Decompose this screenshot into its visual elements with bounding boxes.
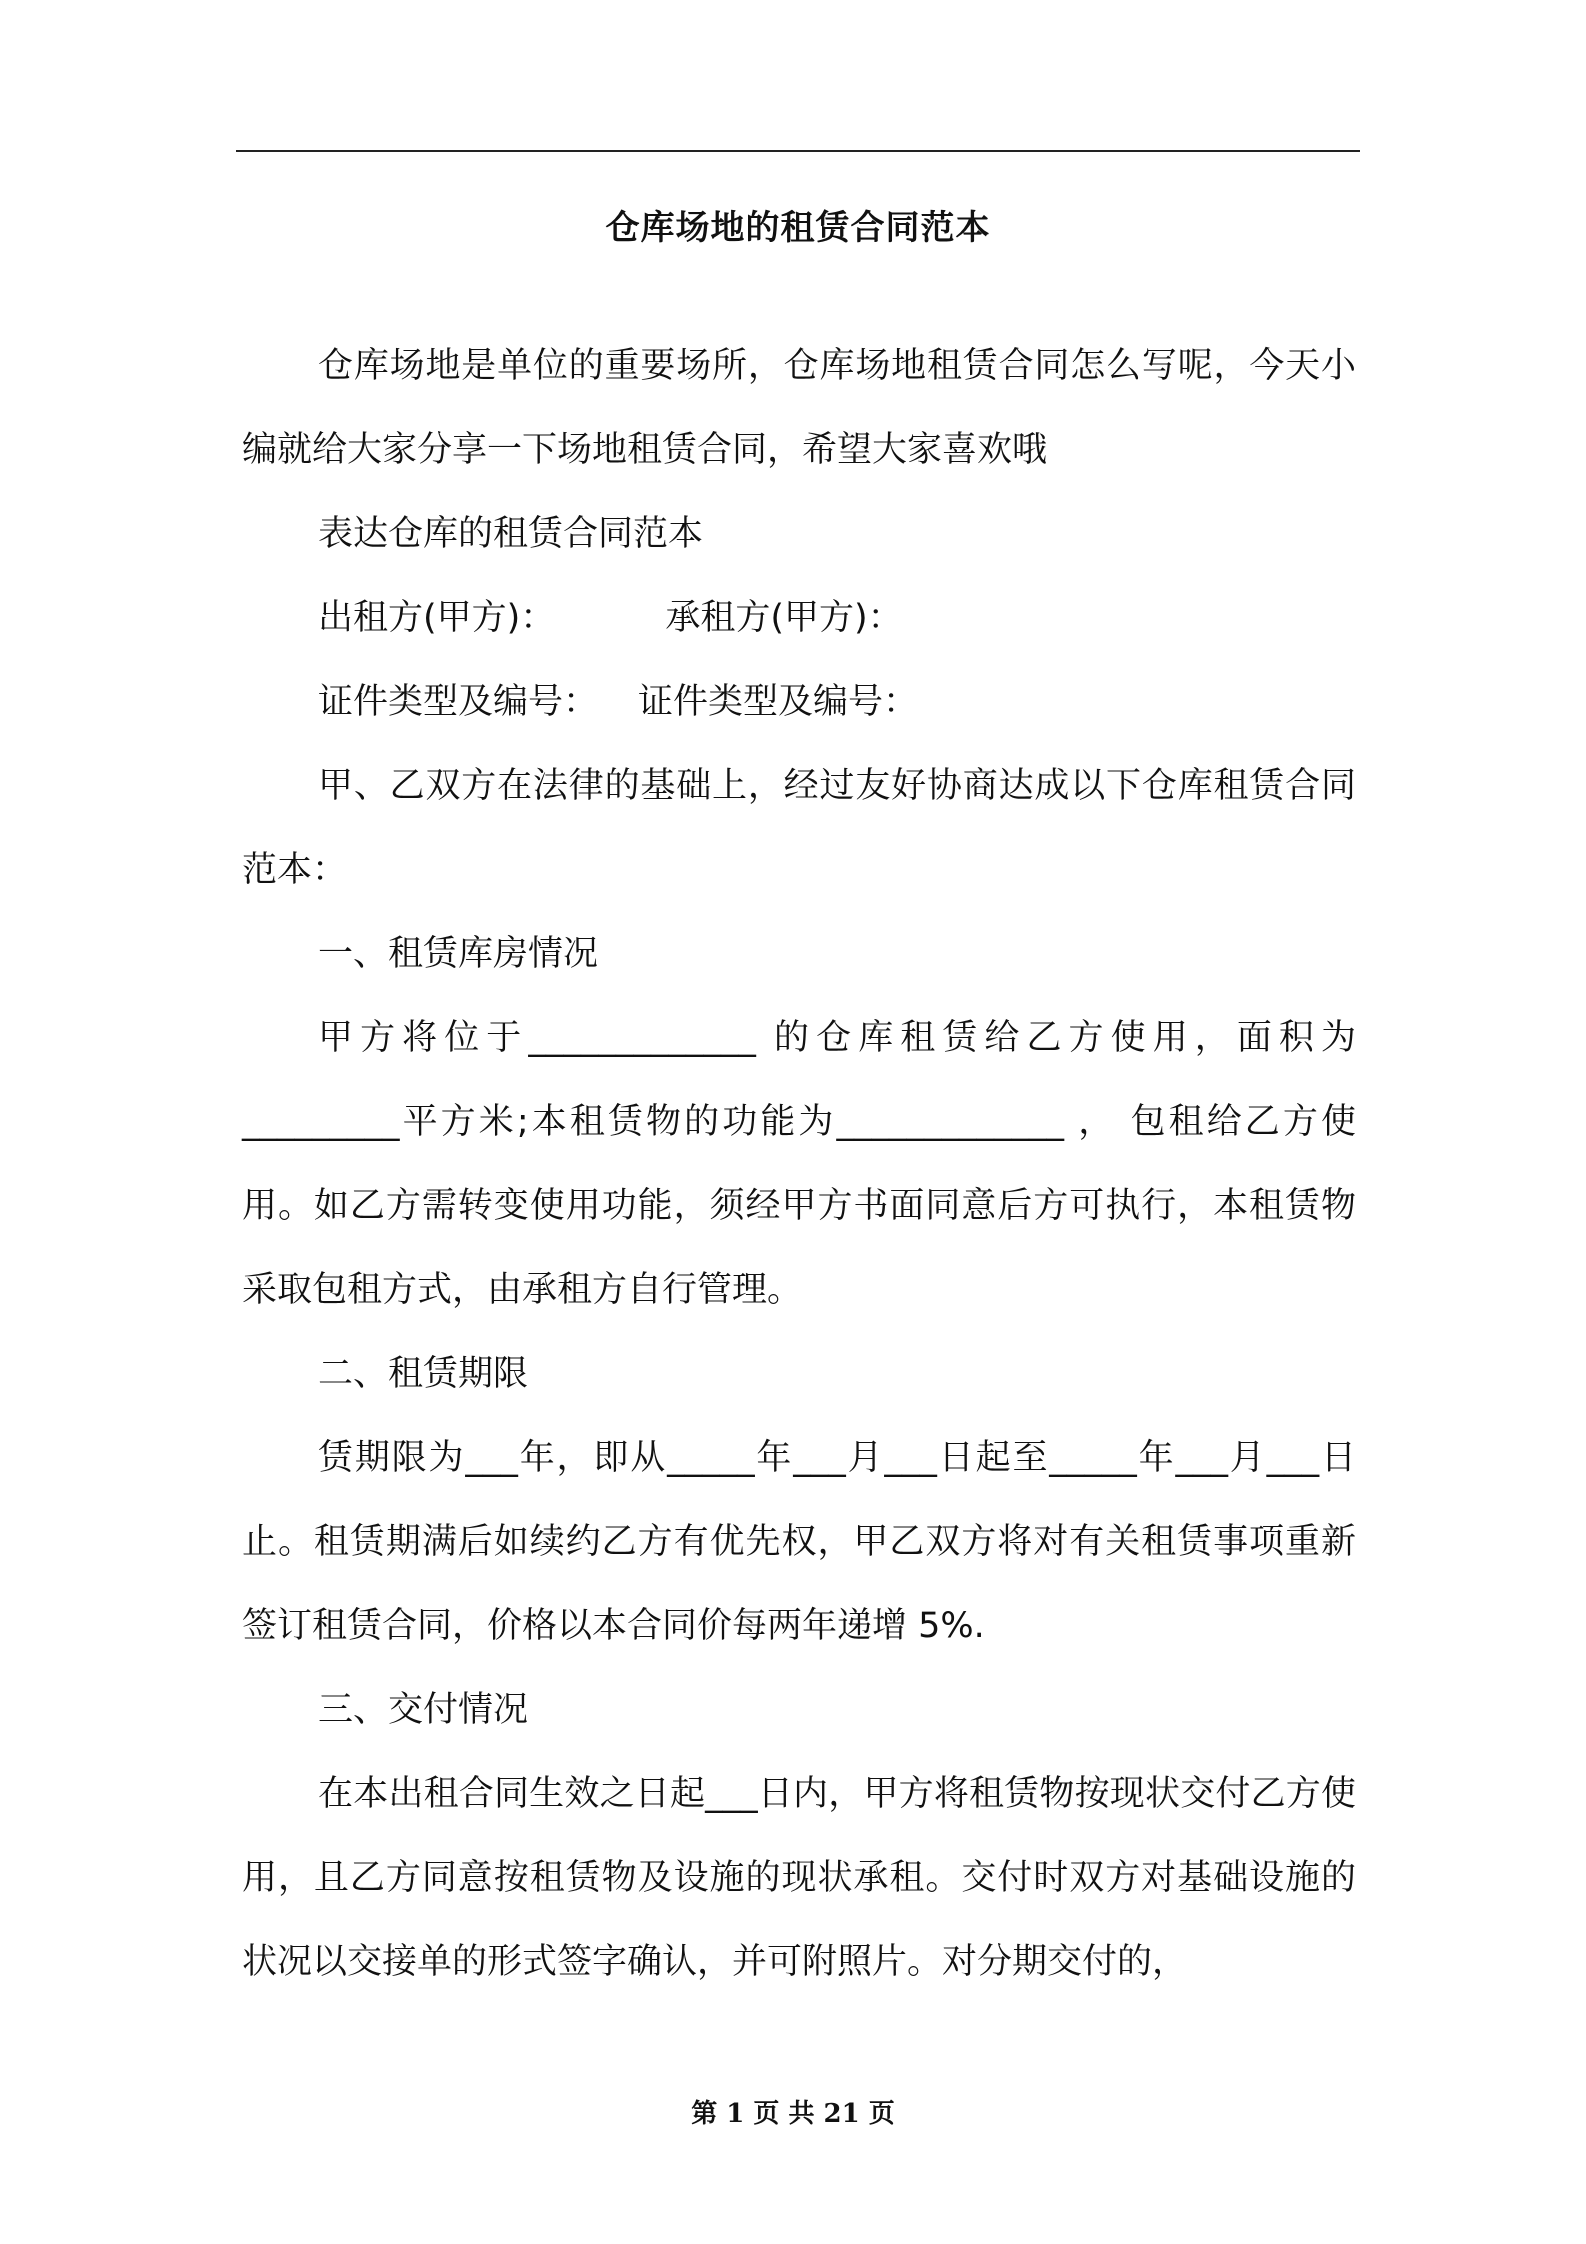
section-2-heading: 二、租赁期限	[318, 1354, 529, 1394]
page-indicator: 第 1 页 共 21 页	[691, 2099, 895, 2129]
section-3-body: 在本出租合同生效之日起___日内，甲方将租赁物按现状交付乙方使用，且乙方同意按租赁物及设施的现状承租。交付时双方对基础设施的状况以交接单的形式签字确认，并可附照片。对分期交付的，	[242, 1774, 1356, 1982]
section-1-body: 甲方将位于_____________ 的仓库租赁给乙方使用，面积为_________平方米;本租赁物的功能为_____________ ， 包租给乙方使用。如乙方需转变使用功能，须经甲方书面同意后方可执行，本租赁物采取包租方式，由承租方自行管理。	[242, 1018, 1356, 1310]
id-line	[242, 660, 1356, 744]
section-3-heading: 三、交付情况	[318, 1690, 529, 1730]
header-rule	[236, 150, 1360, 152]
agreement-paragraph: 甲、乙双方在法律的基础上，经过友好协商达成以下仓库租赁合同范本：	[242, 766, 1356, 890]
section-2-body: 赁期限为___年，即从_____年___月___日起至_____年___月___日止。租赁期满后如续约乙方有优先权，甲乙双方将对有关租赁事项重新签订租赁合同，价格以本合同价每两年递增 5%.	[242, 1438, 1356, 1646]
section-1-heading: 一、租赁库房情况	[318, 934, 599, 974]
lessee-id-label: 证件类型及编号：	[638, 682, 919, 722]
document-body	[242, 324, 1356, 2004]
subtitle-line: 表达仓库的租赁合同范本	[318, 514, 704, 554]
intro-paragraph: 仓库场地是单位的重要场所，仓库场地租赁合同怎么写呢，今天小编就给大家分享一下场地租赁合同，希望大家喜欢哦	[242, 346, 1356, 470]
lessor-id-label: 证件类型及编号：	[318, 682, 599, 722]
lessor-label: 出租方(甲方)：	[318, 598, 556, 638]
lessee-label: 承租方(甲方)：	[665, 598, 903, 638]
parties-line	[242, 576, 1356, 660]
document-title: 仓库场地的租赁合同范本	[605, 208, 991, 248]
